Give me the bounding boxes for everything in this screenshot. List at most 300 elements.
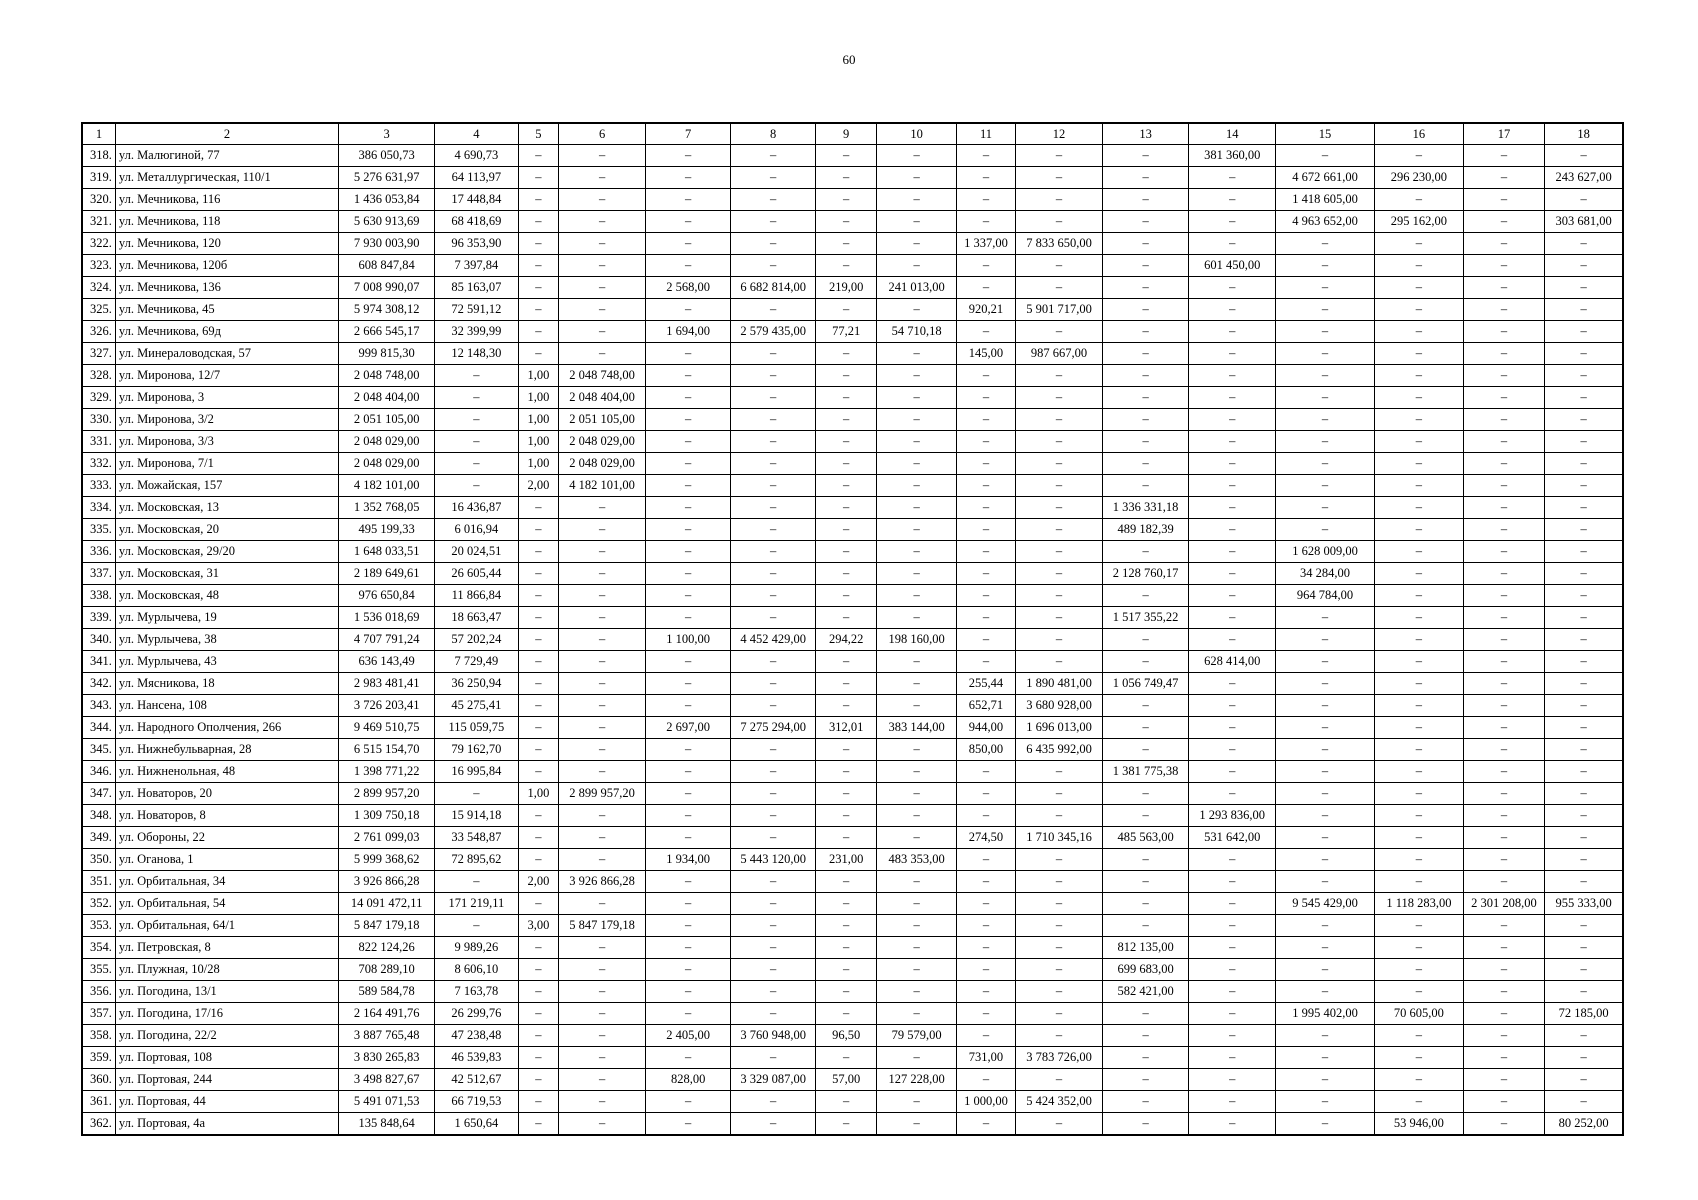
address-cell: ул. Новаторов, 8 <box>115 805 338 827</box>
value-cell: – <box>559 629 646 651</box>
value-cell: – <box>1189 563 1276 585</box>
value-cell: – <box>559 321 646 343</box>
value-cell: – <box>1545 453 1623 475</box>
value-cell: 1 309 750,18 <box>339 805 435 827</box>
value-cell: – <box>956 1113 1015 1136</box>
value-cell: – <box>1189 761 1276 783</box>
value-cell: – <box>518 1113 559 1136</box>
value-cell: – <box>1102 343 1189 365</box>
value-cell: – <box>815 739 877 761</box>
column-header-15: 15 <box>1275 123 1374 145</box>
value-cell: 1 710 345,16 <box>1016 827 1103 849</box>
value-cell: 274,50 <box>956 827 1015 849</box>
value-cell: – <box>1375 343 1464 365</box>
value-cell: – <box>1463 387 1544 409</box>
value-cell: – <box>645 1047 731 1069</box>
value-cell: – <box>559 937 646 959</box>
value-cell: 57,00 <box>815 1069 877 1091</box>
value-cell: – <box>1375 409 1464 431</box>
value-cell: – <box>1102 475 1189 497</box>
address-cell: ул. Можайская, 157 <box>115 475 338 497</box>
value-cell: – <box>956 981 1015 1003</box>
value-cell: 2 048 029,00 <box>339 431 435 453</box>
address-cell: ул. Мечникова, 136 <box>115 277 338 299</box>
value-cell: – <box>731 1091 816 1113</box>
value-cell: – <box>1463 651 1544 673</box>
value-cell: 3 926 866,28 <box>339 871 435 893</box>
value-cell: – <box>815 167 877 189</box>
row-number-cell: 335. <box>82 519 115 541</box>
value-cell: – <box>1275 277 1374 299</box>
value-cell: 582 421,00 <box>1102 981 1189 1003</box>
table-row <box>82 431 1623 453</box>
value-cell: – <box>956 563 1015 585</box>
value-cell: 2 048 029,00 <box>559 453 646 475</box>
row-number-cell: 356. <box>82 981 115 1003</box>
value-cell: 72 185,00 <box>1545 1003 1623 1025</box>
table-row <box>82 343 1623 365</box>
value-cell: 2 301 208,00 <box>1463 893 1544 915</box>
column-header-14: 14 <box>1189 123 1276 145</box>
value-cell: 7 163,78 <box>435 981 518 1003</box>
value-cell: – <box>1275 145 1374 167</box>
value-cell: – <box>1275 937 1374 959</box>
value-cell: – <box>435 431 518 453</box>
column-header-1: 1 <box>82 123 115 145</box>
value-cell: 1 696 013,00 <box>1016 717 1103 739</box>
value-cell: – <box>1102 739 1189 761</box>
value-cell: – <box>1463 145 1544 167</box>
value-cell: – <box>1545 343 1623 365</box>
value-cell: – <box>518 761 559 783</box>
column-header-13: 13 <box>1102 123 1189 145</box>
address-cell: ул. Портовая, 44 <box>115 1091 338 1113</box>
value-cell: – <box>877 343 956 365</box>
value-cell: – <box>956 937 1015 959</box>
value-cell: 9 989,26 <box>435 937 518 959</box>
row-number-cell: 338. <box>82 585 115 607</box>
value-cell: – <box>1102 365 1189 387</box>
value-cell: 1,00 <box>518 365 559 387</box>
value-cell: – <box>1016 387 1103 409</box>
value-cell: 26 299,76 <box>435 1003 518 1025</box>
value-cell: – <box>1375 299 1464 321</box>
value-cell: – <box>1189 871 1276 893</box>
table-row <box>82 541 1623 563</box>
value-cell: – <box>1545 563 1623 585</box>
value-cell: – <box>1275 409 1374 431</box>
value-cell: 26 605,44 <box>435 563 518 585</box>
value-cell: – <box>1545 607 1623 629</box>
value-cell: – <box>731 761 816 783</box>
row-number-cell: 322. <box>82 233 115 255</box>
row-number-cell: 362. <box>82 1113 115 1136</box>
value-cell: – <box>518 849 559 871</box>
value-cell: – <box>731 695 816 717</box>
value-cell: 708 289,10 <box>339 959 435 981</box>
value-cell: – <box>877 937 956 959</box>
value-cell: 54 710,18 <box>877 321 956 343</box>
row-number-cell: 343. <box>82 695 115 717</box>
value-cell: – <box>1275 1069 1374 1091</box>
value-cell: – <box>1463 827 1544 849</box>
value-cell: – <box>815 673 877 695</box>
value-cell: 7 930 003,90 <box>339 233 435 255</box>
value-cell: – <box>1463 497 1544 519</box>
value-cell: – <box>815 519 877 541</box>
value-cell: – <box>559 761 646 783</box>
value-cell: 171 219,11 <box>435 893 518 915</box>
value-cell: 1 934,00 <box>645 849 731 871</box>
value-cell: – <box>1375 805 1464 827</box>
value-cell: – <box>877 607 956 629</box>
value-cell: – <box>645 915 731 937</box>
value-cell: – <box>1375 673 1464 695</box>
address-cell: ул. Мясникова, 18 <box>115 673 338 695</box>
value-cell: 295 162,00 <box>1375 211 1464 233</box>
value-cell: – <box>1463 981 1544 1003</box>
value-cell: – <box>1016 189 1103 211</box>
value-cell: – <box>518 651 559 673</box>
value-cell: 312,01 <box>815 717 877 739</box>
value-cell: – <box>1275 739 1374 761</box>
value-cell: – <box>559 299 646 321</box>
value-cell: – <box>559 585 646 607</box>
value-cell: – <box>1463 871 1544 893</box>
table-row <box>82 849 1623 871</box>
value-cell: – <box>1016 563 1103 585</box>
value-cell: – <box>956 321 1015 343</box>
value-cell: – <box>1545 959 1623 981</box>
value-cell: 828,00 <box>645 1069 731 1091</box>
value-cell: – <box>518 739 559 761</box>
row-number-cell: 325. <box>82 299 115 321</box>
value-cell: – <box>518 541 559 563</box>
value-cell: – <box>1102 1003 1189 1025</box>
value-cell: 255,44 <box>956 673 1015 695</box>
value-cell: 5 974 308,12 <box>339 299 435 321</box>
value-cell: 127 228,00 <box>877 1069 956 1091</box>
value-cell: – <box>1016 541 1103 563</box>
address-cell: ул. Миронова, 3/3 <box>115 431 338 453</box>
value-cell: 96 353,90 <box>435 233 518 255</box>
value-cell: – <box>1545 1025 1623 1047</box>
row-number-cell: 357. <box>82 1003 115 1025</box>
value-cell: – <box>815 453 877 475</box>
value-cell: – <box>1375 937 1464 959</box>
value-cell: – <box>645 387 731 409</box>
address-cell: ул. Портовая, 244 <box>115 1069 338 1091</box>
row-number-cell: 353. <box>82 915 115 937</box>
row-number-cell: 327. <box>82 343 115 365</box>
value-cell: – <box>877 211 956 233</box>
value-cell: 1 418 605,00 <box>1275 189 1374 211</box>
address-cell: ул. Малюгиной, 77 <box>115 145 338 167</box>
value-cell: – <box>1102 915 1189 937</box>
value-cell: – <box>731 497 816 519</box>
value-cell: – <box>1463 1069 1544 1091</box>
value-cell: 68 418,69 <box>435 211 518 233</box>
table-row <box>82 1113 1623 1136</box>
value-cell: – <box>559 167 646 189</box>
address-cell: ул. Нижнебульварная, 28 <box>115 739 338 761</box>
row-number-cell: 347. <box>82 783 115 805</box>
value-cell: 66 719,53 <box>435 1091 518 1113</box>
value-cell: – <box>956 277 1015 299</box>
value-cell: – <box>645 1091 731 1113</box>
value-cell: – <box>815 783 877 805</box>
address-cell: ул. Мечникова, 118 <box>115 211 338 233</box>
value-cell: – <box>877 585 956 607</box>
value-cell: 589 584,78 <box>339 981 435 1003</box>
value-cell: 7 275 294,00 <box>731 717 816 739</box>
value-cell: 296 230,00 <box>1375 167 1464 189</box>
row-number-cell: 342. <box>82 673 115 695</box>
value-cell: 36 250,94 <box>435 673 518 695</box>
value-cell: – <box>518 299 559 321</box>
value-cell: – <box>645 431 731 453</box>
row-number-cell: 348. <box>82 805 115 827</box>
value-cell: – <box>435 475 518 497</box>
value-cell: – <box>1102 277 1189 299</box>
address-cell: ул. Погодина, 13/1 <box>115 981 338 1003</box>
column-header-5: 5 <box>518 123 559 145</box>
value-cell: 1 337,00 <box>956 233 1015 255</box>
value-cell: – <box>645 981 731 1003</box>
value-cell: 5 847 179,18 <box>559 915 646 937</box>
row-number-cell: 332. <box>82 453 115 475</box>
value-cell: – <box>1545 519 1623 541</box>
value-cell: – <box>1016 959 1103 981</box>
value-cell: – <box>1189 299 1276 321</box>
table-row <box>82 893 1623 915</box>
value-cell: – <box>956 871 1015 893</box>
value-cell: – <box>1016 497 1103 519</box>
value-cell: – <box>877 805 956 827</box>
value-cell: – <box>1545 497 1623 519</box>
value-cell: 1 293 836,00 <box>1189 805 1276 827</box>
value-cell: – <box>1463 277 1544 299</box>
value-cell: – <box>1016 651 1103 673</box>
address-cell: ул. Орбитальная, 34 <box>115 871 338 893</box>
value-cell: – <box>1375 255 1464 277</box>
value-cell: – <box>731 585 816 607</box>
value-cell: – <box>1102 431 1189 453</box>
value-cell: – <box>1545 1091 1623 1113</box>
value-cell: – <box>1463 453 1544 475</box>
value-cell: – <box>1189 981 1276 1003</box>
value-cell: 731,00 <box>956 1047 1015 1069</box>
value-cell: – <box>1189 1047 1276 1069</box>
value-cell: – <box>1463 1025 1544 1047</box>
value-cell: – <box>1189 717 1276 739</box>
value-cell: – <box>1102 167 1189 189</box>
value-cell: – <box>1189 1091 1276 1113</box>
value-cell: 636 143,49 <box>339 651 435 673</box>
value-cell: – <box>1463 1003 1544 1025</box>
value-cell: – <box>731 981 816 1003</box>
value-cell: 231,00 <box>815 849 877 871</box>
value-cell: 1 336 331,18 <box>1102 497 1189 519</box>
address-cell: ул. Нижненольная, 48 <box>115 761 338 783</box>
row-number-cell: 337. <box>82 563 115 585</box>
value-cell: – <box>1375 233 1464 255</box>
value-cell: – <box>518 1003 559 1025</box>
value-cell: – <box>559 519 646 541</box>
value-cell: – <box>731 343 816 365</box>
value-cell: – <box>518 1025 559 1047</box>
value-cell: – <box>559 717 646 739</box>
value-cell: – <box>877 761 956 783</box>
value-cell: 7 833 650,00 <box>1016 233 1103 255</box>
value-cell: 1 398 771,22 <box>339 761 435 783</box>
value-cell: – <box>1189 673 1276 695</box>
value-cell: – <box>435 409 518 431</box>
value-cell: – <box>1102 189 1189 211</box>
value-cell: – <box>1189 739 1276 761</box>
value-cell: – <box>1275 453 1374 475</box>
value-cell: – <box>435 365 518 387</box>
value-cell: – <box>877 893 956 915</box>
value-cell: – <box>518 233 559 255</box>
value-cell: – <box>877 1047 956 1069</box>
value-cell: 628 414,00 <box>1189 651 1276 673</box>
value-cell: – <box>645 585 731 607</box>
row-number-cell: 346. <box>82 761 115 783</box>
value-cell: – <box>815 651 877 673</box>
value-cell: – <box>559 343 646 365</box>
value-cell: – <box>1016 937 1103 959</box>
value-cell: – <box>1463 629 1544 651</box>
value-cell: – <box>1102 321 1189 343</box>
value-cell: – <box>815 607 877 629</box>
value-cell: – <box>645 453 731 475</box>
value-cell: 2 048 404,00 <box>339 387 435 409</box>
value-cell: – <box>1463 365 1544 387</box>
value-cell: – <box>1463 959 1544 981</box>
value-cell: – <box>1275 431 1374 453</box>
value-cell: – <box>815 805 877 827</box>
value-cell: – <box>731 871 816 893</box>
value-cell: 14 091 472,11 <box>339 893 435 915</box>
value-cell: – <box>1102 1025 1189 1047</box>
value-cell: – <box>559 541 646 563</box>
value-cell: 2 899 957,20 <box>559 783 646 805</box>
value-cell: – <box>1375 1091 1464 1113</box>
value-cell: – <box>1275 783 1374 805</box>
value-cell: 12 148,30 <box>435 343 518 365</box>
row-number-cell: 328. <box>82 365 115 387</box>
table-row <box>82 189 1623 211</box>
value-cell: – <box>815 981 877 1003</box>
value-cell: – <box>518 827 559 849</box>
value-cell: – <box>645 959 731 981</box>
value-cell: – <box>956 167 1015 189</box>
value-cell: – <box>518 805 559 827</box>
value-cell: – <box>956 761 1015 783</box>
value-cell: – <box>645 233 731 255</box>
value-cell: 4 182 101,00 <box>559 475 646 497</box>
value-cell: – <box>645 541 731 563</box>
value-cell: 2 189 649,61 <box>339 563 435 585</box>
value-cell: – <box>1375 387 1464 409</box>
value-cell: – <box>1463 783 1544 805</box>
value-cell: – <box>1545 1047 1623 1069</box>
value-cell: 219,00 <box>815 277 877 299</box>
value-cell: 6 435 992,00 <box>1016 739 1103 761</box>
value-cell: – <box>559 695 646 717</box>
row-number-cell: 318. <box>82 145 115 167</box>
value-cell: – <box>1189 189 1276 211</box>
value-cell: – <box>645 651 731 673</box>
value-cell: – <box>559 959 646 981</box>
value-cell: 241 013,00 <box>877 277 956 299</box>
value-cell: – <box>1375 1047 1464 1069</box>
value-cell: – <box>956 585 1015 607</box>
value-cell: 2 048 029,00 <box>559 431 646 453</box>
column-header-10: 10 <box>877 123 956 145</box>
value-cell: – <box>645 563 731 585</box>
table-row <box>82 255 1623 277</box>
value-cell: – <box>1275 233 1374 255</box>
value-cell: – <box>559 651 646 673</box>
value-cell: 2 051 105,00 <box>559 409 646 431</box>
value-cell: – <box>1375 321 1464 343</box>
value-cell: 4 452 429,00 <box>731 629 816 651</box>
value-cell: – <box>1463 585 1544 607</box>
value-cell: – <box>645 607 731 629</box>
value-cell: – <box>1375 739 1464 761</box>
column-header-12: 12 <box>1016 123 1103 145</box>
value-cell: – <box>1189 409 1276 431</box>
value-cell: – <box>731 563 816 585</box>
value-cell: – <box>518 585 559 607</box>
value-cell: – <box>877 475 956 497</box>
value-cell: – <box>1545 981 1623 1003</box>
value-cell: 822 124,26 <box>339 937 435 959</box>
value-cell: – <box>1275 387 1374 409</box>
value-cell: – <box>1275 959 1374 981</box>
value-cell: 1,00 <box>518 783 559 805</box>
value-cell: – <box>815 211 877 233</box>
value-cell: – <box>1016 1025 1103 1047</box>
value-cell: – <box>1545 189 1623 211</box>
value-cell: – <box>645 871 731 893</box>
table-row <box>82 167 1623 189</box>
value-cell: 2 048 748,00 <box>559 365 646 387</box>
address-cell: ул. Портовая, 4а <box>115 1113 338 1136</box>
table-row <box>82 981 1623 1003</box>
value-cell: – <box>645 145 731 167</box>
column-header-6: 6 <box>559 123 646 145</box>
value-cell: 1 648 033,51 <box>339 541 435 563</box>
value-cell: – <box>435 453 518 475</box>
address-cell: ул. Мечникова, 120 <box>115 233 338 255</box>
value-cell: – <box>1545 409 1623 431</box>
value-cell: – <box>1545 805 1623 827</box>
address-cell: ул. Нансена, 108 <box>115 695 338 717</box>
value-cell: 80 252,00 <box>1545 1113 1623 1136</box>
value-cell: – <box>1102 651 1189 673</box>
table-row <box>82 211 1623 233</box>
value-cell: – <box>815 541 877 563</box>
value-cell: 294,22 <box>815 629 877 651</box>
value-cell: – <box>1545 1069 1623 1091</box>
value-cell: – <box>1102 387 1189 409</box>
value-cell: 1,00 <box>518 453 559 475</box>
value-cell: 7 008 990,07 <box>339 277 435 299</box>
value-cell: 79 162,70 <box>435 739 518 761</box>
